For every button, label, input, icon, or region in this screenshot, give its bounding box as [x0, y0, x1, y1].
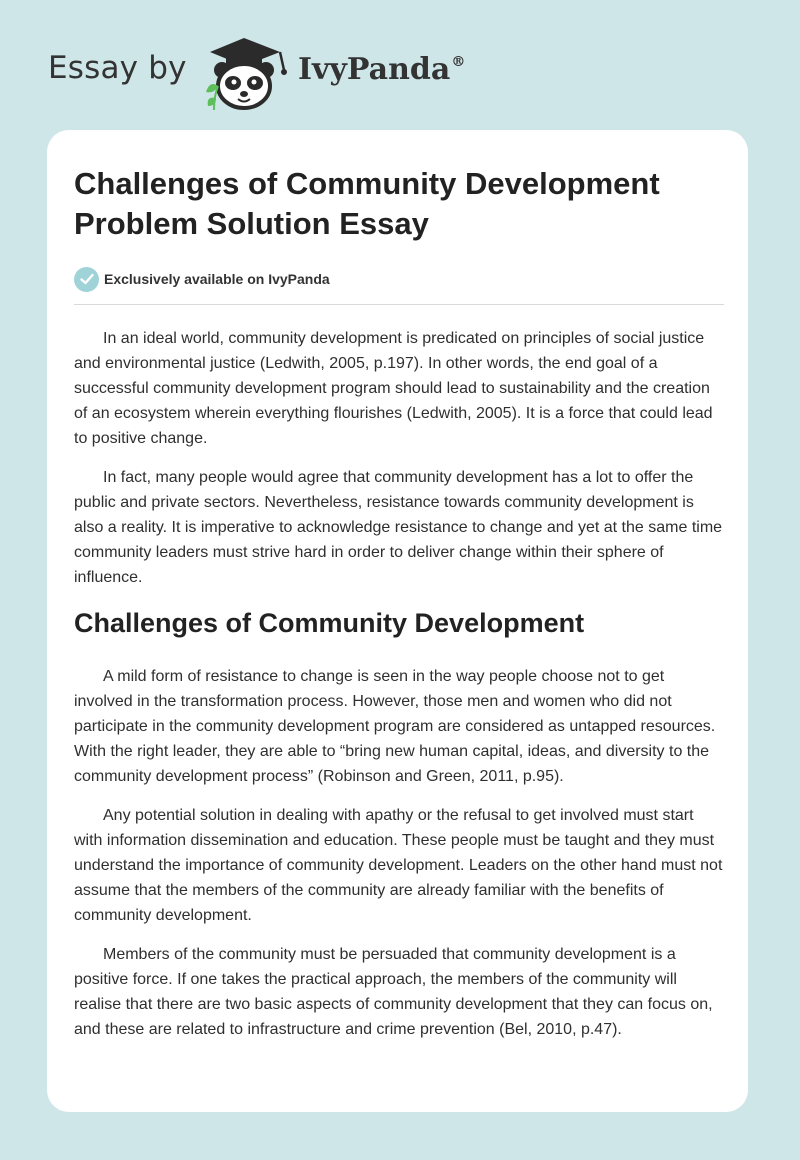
paragraph: In an ideal world, community development is predicated on principles of social justice and environmental justice (Ledwith, 2005, p.197). In other words, the end goal of a successful community development program should lead to sustainability and the creation of an ecosystem wherein everything flourishes (Ledwith, 2005). It is a force that could lead to positive change.: [74, 330, 713, 447]
essay-body: [74, 326, 724, 1042]
paragraph: In fact, many people would agree that community development has a lot to offer the public and private sectors. Nevertheless, resistance towards community development is also a reality. It is imperative to acknowledge resistance to change and yet at the same time community leaders must strive hard in order to deliver change within their sphere of influence.: [74, 469, 723, 586]
essay-card: [47, 130, 748, 1112]
section-heading: Challenges of Community Development: [74, 608, 585, 638]
site-header: [0, 0, 800, 130]
essay-by-label: Essay by: [48, 50, 187, 86]
exclusive-badge: [74, 266, 724, 292]
brand-name[interactable]: IvyPanda®: [298, 52, 466, 87]
divider: [74, 304, 724, 305]
panda-graduate-icon[interactable]: [200, 36, 296, 112]
registered-mark: ®: [451, 54, 466, 70]
check-circle-icon: [74, 267, 99, 292]
paragraph: Any potential solution in dealing with apathy or the refusal to get involved must start with information dissemination and education. These people must be taught and they must understand the importance of community development. Leaders on the other hand must not assume that the members of the community are already familiar with the benefits of community development.: [74, 807, 723, 924]
exclusive-badge-label: Exclusively available on IvyPanda: [104, 271, 330, 287]
paragraph: A mild form of resistance to change is seen in the way people choose not to get involved in the transformation process. However, those men and women who did not participate in the community development program are considered as untapped resources. With the right leader, they are able to “bring new human capital, ideas, and diversity to the community development process” (Robinson and Green, 2011, p.95).: [74, 668, 716, 785]
page-title: Challenges of Community Development Problem Solution Essay: [74, 166, 660, 241]
paragraph: Members of the community must be persuaded that community development is a positive force. If one takes the practical approach, the members of the community will realise that there are two basic aspects of community development that they can focus on, and these are related to infrastructure and crime prevention (Bel, 2010, p.47).: [74, 946, 713, 1038]
